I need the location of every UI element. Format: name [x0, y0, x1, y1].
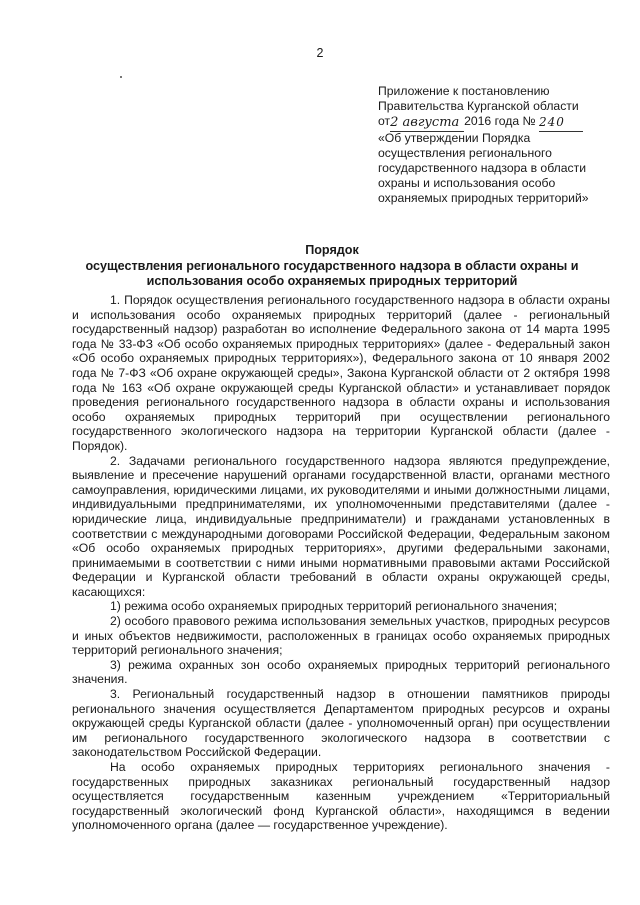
appendix-line: Приложение к постановлению: [378, 84, 550, 98]
list-item: 2) особого правового режима использования земельных участков, природных ресурсов и иных объектов недвижимости, расположенных в границах особо охраняемых природных территорий регионального значения;: [72, 614, 610, 658]
appendix-line: осуществления регионального: [378, 145, 552, 160]
title-line: осуществления регионального государственного надзора в области охраны и: [85, 258, 579, 273]
appendix-line: «Об утверждении Порядка: [378, 130, 531, 145]
paragraph: 3. Региональный государственный надзор в отношении памятников природы регионального значения осуществляется Департаментом природных ресурсов и охраны окружающей среды Курганской области (далее - уполномоченный орган) при осуществлении им регионального государственного экологического надзора в соответствии с законодательством Российской Федерации.: [72, 687, 610, 760]
list-item: 3) режима охранных зон особо охраняемых природных территорий регионального значения.: [72, 657, 610, 687]
document-title: [64, 243, 600, 290]
paragraph: 2. Задачами регионального государственного надзора являются предупреждение, выявление и пресечение нарушений органами государственной власти, органами местного самоуправления, юридическими лицами, их руководителями и иными должностными лицами, индивидуальными предпринимателями, их уполномоченными представителями (далее - юридические лица, индивидуальные предприниматели) и гражданами установленных в соответствии с международными договорами Российской Федерации, Федеральным законом «Об особо охраняемых природных территориях», другими федеральными законами, принимаемыми в соответствии с ними иными нормативными правовыми актами Российской Федерации и Курганской области требований в области охраны окружающей среды, касающихся:: [72, 453, 610, 599]
year-text: 2016 года №: [464, 114, 536, 129]
list-item: 1) режима особо охраняемых природных территорий регионального значения;: [110, 599, 558, 614]
scan-speck: [120, 76, 122, 78]
appendix-line: Правительства Курганской области: [378, 99, 579, 114]
document-body: [72, 293, 610, 833]
page-number: 2: [316, 46, 324, 60]
paragraph: На особо охраняемых природных территориях регионального значения - государственных природных заказниках региональный государственный надзор осуществляется государственным казенным учреждением «Территориальный государственный экологический фонд Курганской области», находящимся в ведении уполномоченного органа (далее — государственное учреждение).: [72, 760, 610, 833]
date-prefix: от: [378, 114, 391, 129]
appendix-line: государственного надзора в области: [378, 161, 587, 176]
appendix-line: охраняемых природных территорий»: [378, 191, 589, 206]
appendix-header: [378, 84, 628, 207]
paragraph: 1. Порядок осуществления регионального государственного надзора в области охраны и использования особо охраняемых природных территорий (далее - региональный государственный надзор) разработан во исполнение Федерального закона от 14 марта 1995 года № 33-ФЗ «Об особо охраняемых природных территориях» (далее - Федеральный закон «Об особо охраняемых природных территориях»), Федерального закона от 10 января 2002 года № 7-ФЗ «Об охране окружающей среды», Закона Курганской области от 2 октября 1998 года № 163 «Об охране окружающей среды Курганской области» и устанавливает порядок проведения регионального государственного надзора в области охраны и использования особо охраняемых природных территорий при осуществлении регионального государственного экологического надзора на территории Курганской области (далее - Порядок).: [72, 293, 610, 453]
handwritten-date: 2 августа: [390, 115, 464, 131]
appendix-line: охраны и использования особо: [378, 176, 556, 191]
title-line: Порядок: [305, 243, 359, 257]
appendix-date-line: [378, 114, 628, 130]
handwritten-number: 240: [539, 115, 583, 131]
title-line: использования особо охраняемых природных территорий: [146, 274, 518, 289]
